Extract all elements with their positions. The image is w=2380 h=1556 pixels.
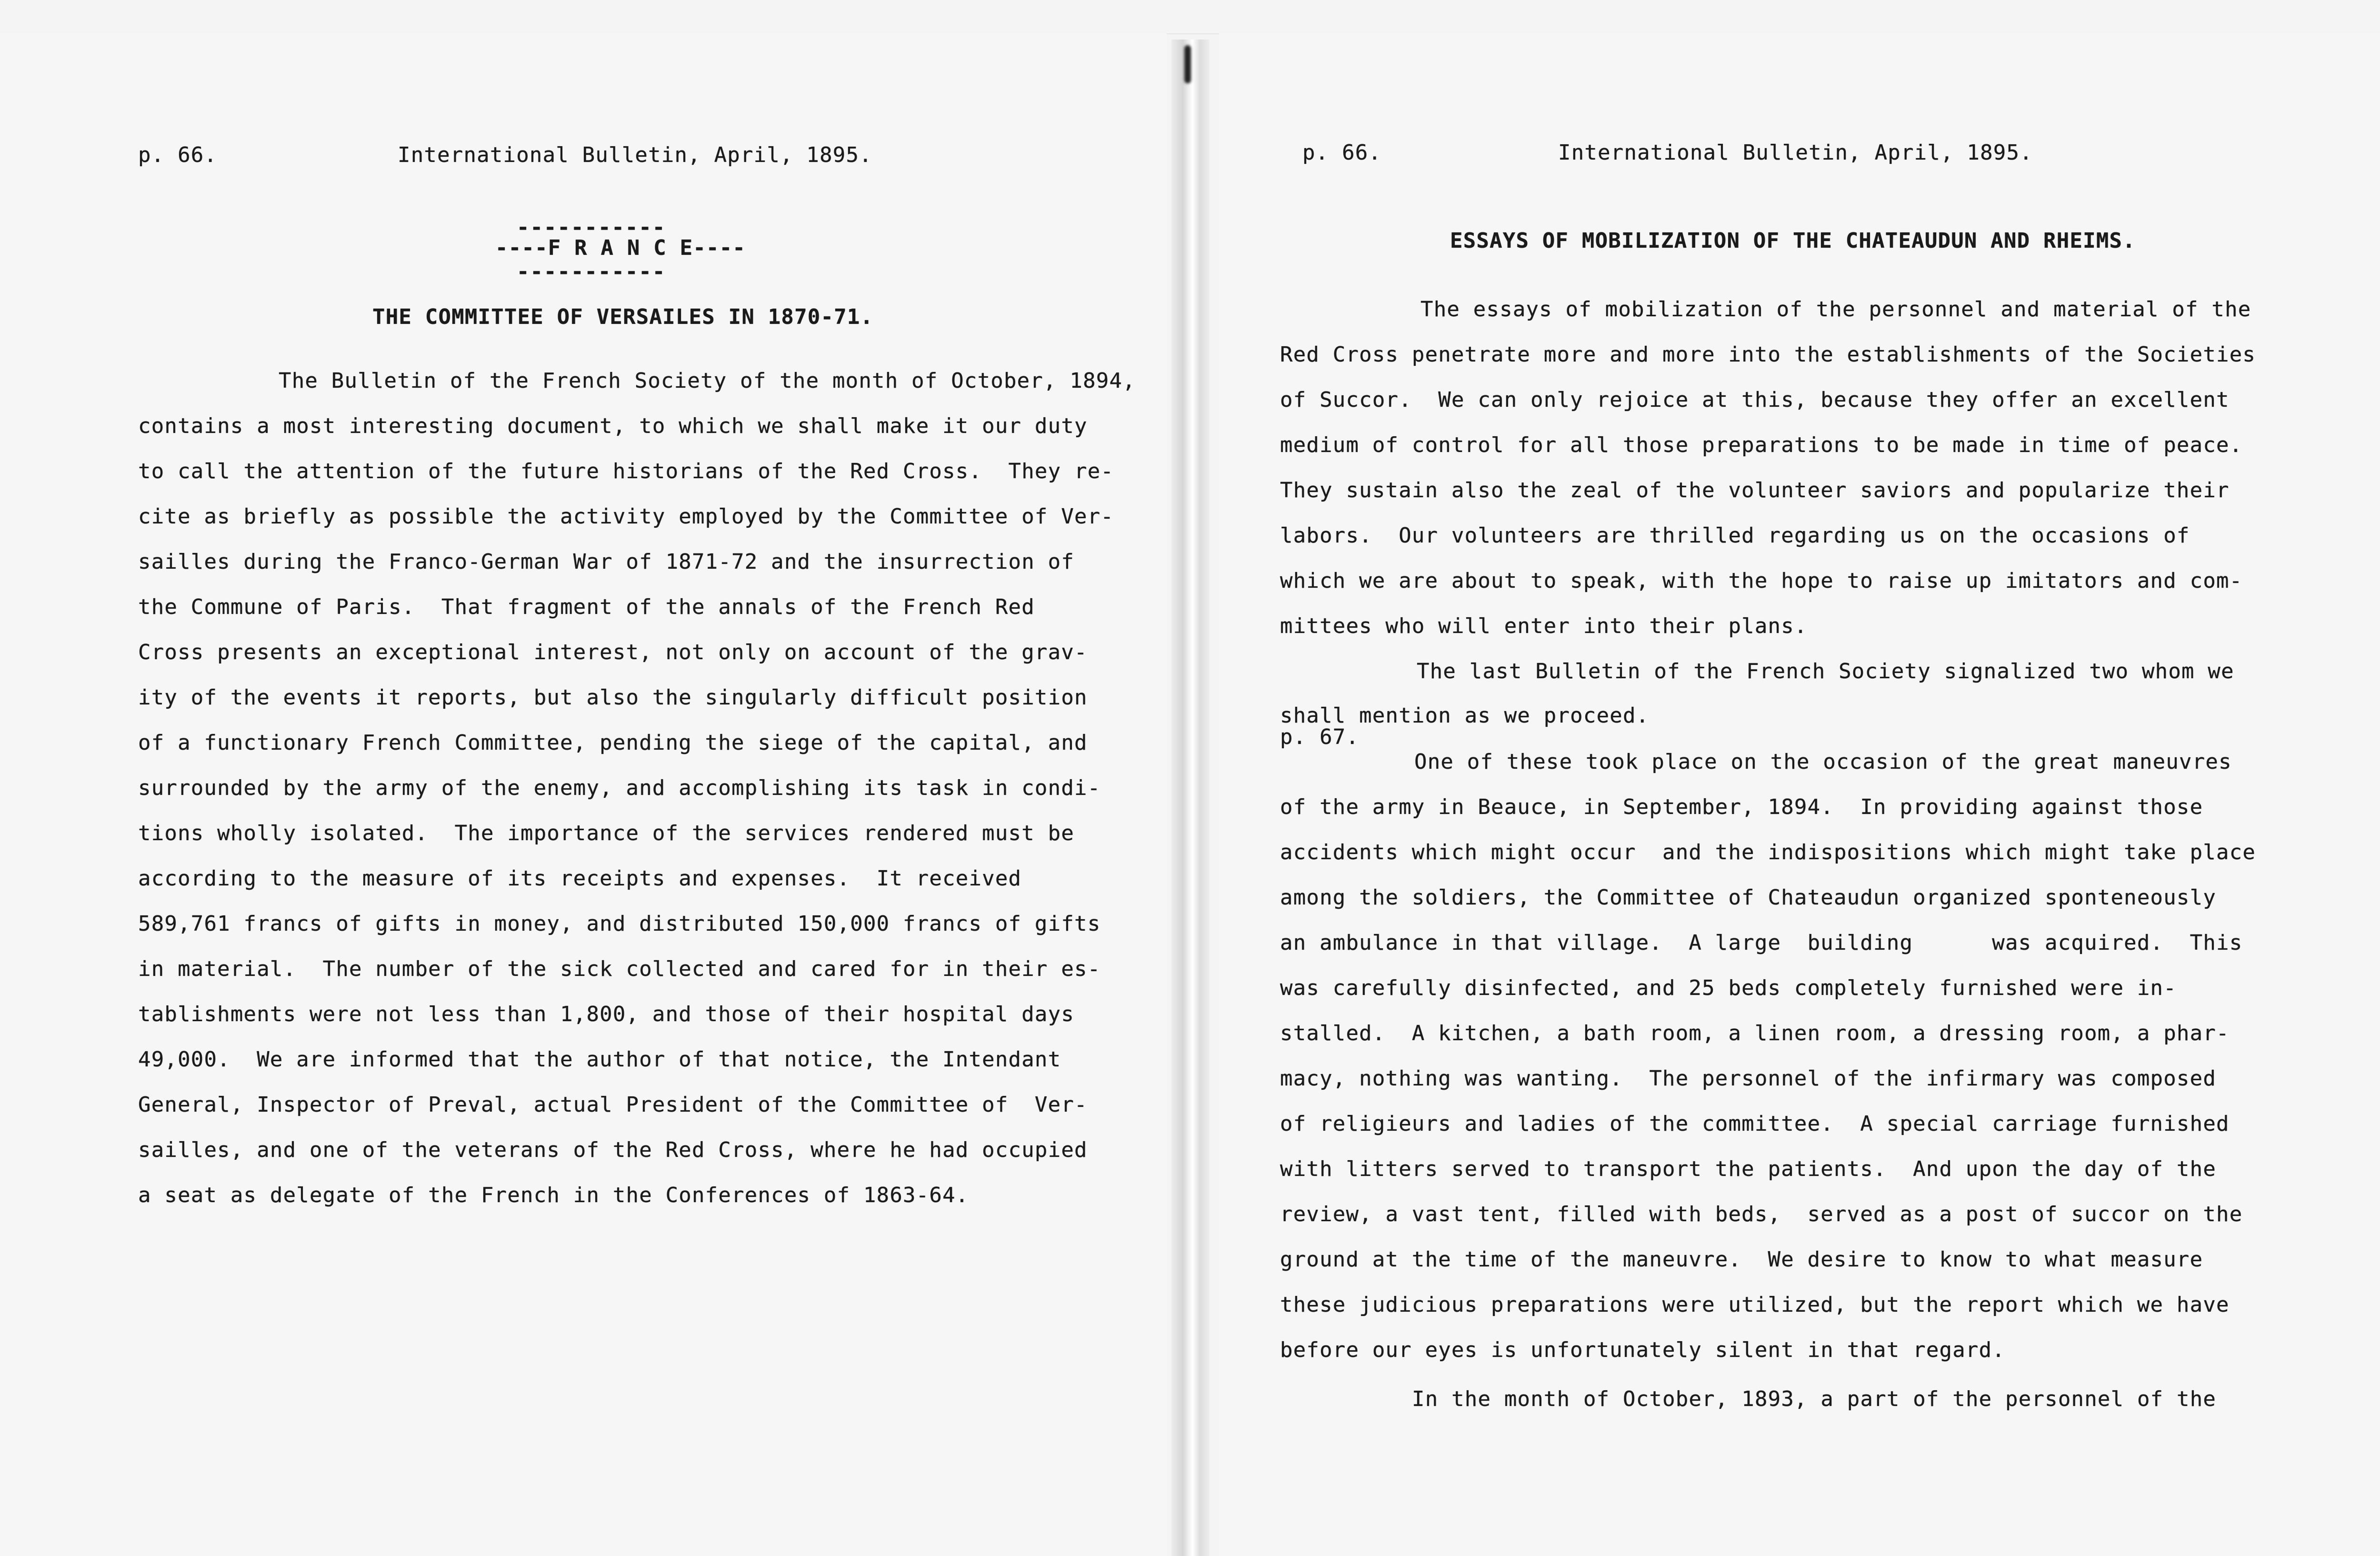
paragraph-line: which we are about to speak, with the hope to raise up imitators and com- xyxy=(1280,569,2243,593)
paragraph-line: to call the attention of the future historians of the Red Cross. They re- xyxy=(138,459,1114,483)
paragraph-line: mittees who will enter into their plans. xyxy=(1280,614,1808,638)
section-rule-bottom: ----------- xyxy=(517,260,666,284)
paragraph-line: cite as briefly as possible the activity employed by the Committee of Ver- xyxy=(138,504,1114,529)
paragraph-line: One of these took place on the occasion of the great maneuvres xyxy=(1414,750,2232,774)
paragraph-line: a seat as delegate of the French in the Conferences of 1863-64. xyxy=(138,1183,969,1207)
paragraph-line: of a functionary French Committee, pending the siege of the capital, and xyxy=(138,731,1088,755)
paragraph-line: In the month of October, 1893, a part of the personnel of the xyxy=(1412,1387,2217,1411)
right-running-header: International Bulletin, April, 1895. xyxy=(1558,141,2033,165)
paragraph-line: labors. Our volunteers are thrilled regarding us on the occasions of xyxy=(1280,523,2190,548)
paragraph-line: review, a vast tent, filled with beds, served as a post of succor on the xyxy=(1280,1202,2243,1226)
right-page-number: p. 66. xyxy=(1302,141,1382,165)
paragraph-line: accidents which might occur and the indispositions which might take place xyxy=(1280,840,2256,864)
paragraph-line: The last Bulletin of the French Society signalized two whom we xyxy=(1417,659,2234,683)
paragraph-line: of Succor. We can only rejoice at this, because they offer an excellent xyxy=(1280,388,2230,412)
paragraph-line: ground at the time of the maneuvre. We desire to know to what measure xyxy=(1280,1247,2203,1272)
paragraph-line: medium of control for all those preparations to be made in time of peace. xyxy=(1280,433,2243,457)
paragraph-line: Cross presents an exceptional interest, not only on account of the grav- xyxy=(138,640,1088,664)
paragraph-line: Red Cross penetrate more and more into the establishments of the Societies xyxy=(1280,342,2256,367)
paragraph-line: tions wholly isolated. The importance of the services rendered must be xyxy=(138,821,1075,845)
paragraph-line: ity of the events it reports, but also the singularly difficult position xyxy=(138,685,1088,710)
paragraph-line: contains a most interesting document, to which we shall make it our duty xyxy=(138,414,1088,438)
paragraph-line: in material. The number of the sick collected and cared for in their es- xyxy=(138,957,1101,981)
paragraph-line: macy, nothing was wanting. The personnel of the infirmary was composed xyxy=(1280,1066,2217,1091)
paragraph-line: of the army in Beauce, in September, 1894. In providing against those xyxy=(1280,795,2203,819)
paragraph-line: according to the measure of its receipts and expenses. It received xyxy=(138,866,1022,891)
section-title-france: ----F R A N C E---- xyxy=(495,236,746,260)
paragraph-line: The Bulletin of the French Society of the month of October, 1894, xyxy=(279,369,1136,393)
paragraph-line: They sustain also the zeal of the volunteer saviors and popularize their xyxy=(1280,478,2230,502)
section-rule-top: ----------- xyxy=(517,215,666,240)
book-gutter xyxy=(1171,40,1210,1556)
paragraph-line: tablishments were not less than 1,800, and those of their hospital days xyxy=(138,1002,1075,1026)
paragraph-line: sailles, and one of the veterans of the Red Cross, where he had occupied xyxy=(138,1138,1088,1162)
paragraph-line: with litters served to transport the patients. And upon the day of the xyxy=(1280,1157,2217,1181)
paragraph-line: surrounded by the army of the enemy, and accomplishing its task in condi- xyxy=(138,776,1101,800)
paragraph-line: an ambulance in that village. A large building was acquired. This xyxy=(1280,931,2243,955)
paragraph-line: shall mention as we proceed. xyxy=(1280,703,1650,728)
paragraph-line: among the soldiers, the Committee of Chateaudun organized sponteneously xyxy=(1280,885,2217,910)
paragraph-line: General, Inspector of Preval, actual President of the Committee of Ver- xyxy=(138,1093,1088,1117)
paragraph-line: before our eyes is unfortunately silent in that regard. xyxy=(1280,1338,2005,1362)
paragraph-line: these judicious preparations were utilized, but the report which we have xyxy=(1280,1293,2230,1317)
left-running-header: International Bulletin, April, 1895. xyxy=(398,143,872,167)
paragraph-line: The essays of mobilization of the personnel and material of the xyxy=(1420,297,2251,321)
left-article-title: THE COMMITTEE OF VERSAILES IN 1870-71. xyxy=(372,305,874,329)
paragraph-line: stalled. A kitchen, a bath room, a linen room, a dressing room, a phar- xyxy=(1280,1021,2230,1045)
right-article-title: ESSAYS OF MOBILIZATION OF THE CHATEAUDUN AND RHEIMS. xyxy=(1450,229,2136,253)
paragraph-line: the Commune of Paris. That fragment of the annals of the French Red xyxy=(138,595,1035,619)
page-break-label: p. 67. xyxy=(1280,725,1360,749)
paragraph-line: was carefully disinfected, and 25 beds completely furnished were in- xyxy=(1280,976,2177,1000)
paragraph-line: 589,761 francs of gifts in money, and distributed 150,000 francs of gifts xyxy=(138,912,1101,936)
binding-mark xyxy=(1184,45,1191,83)
paragraph-line: sailles during the Franco-German War of 1871-72 and the insurrection of xyxy=(138,550,1075,574)
left-page-number: p. 66. xyxy=(138,143,218,167)
paragraph-line: 49,000. We are informed that the author of that notice, the Intendant xyxy=(138,1047,1061,1072)
paragraph-line: of religieurs and ladies of the committee. A special carriage furnished xyxy=(1280,1112,2230,1136)
